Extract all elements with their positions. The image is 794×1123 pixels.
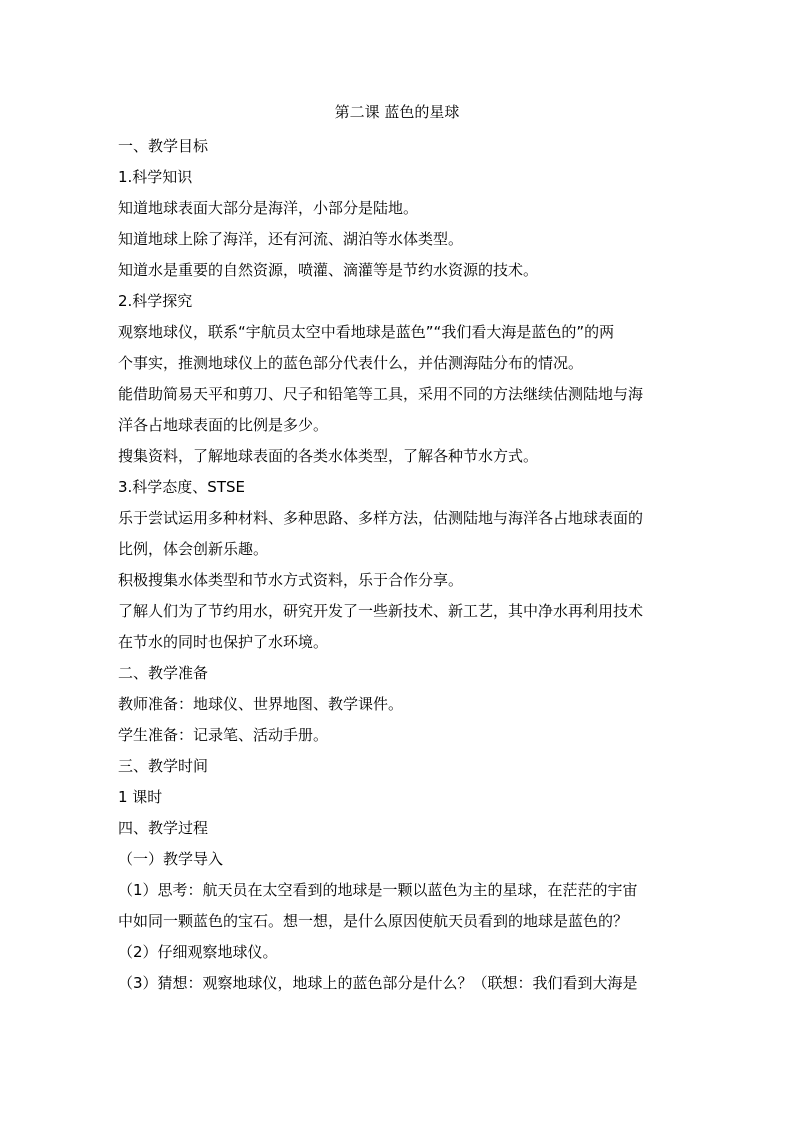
paragraph-line: 洋各占地球表面的比例是多少。	[118, 416, 329, 434]
section-heading-process: 四、教学过程	[118, 819, 209, 837]
paragraph-line: 个事实，推测地球仪上的蓝色部分代表什么，并估测海陆分布的情况。	[118, 354, 584, 372]
paragraph-line: 知道地球上除了海洋，还有河流、湖泊等水体类型。	[118, 230, 464, 248]
paragraph-line: （1）思考：航天员在太空看到的地球是一颗以蓝色为主的星球，在茫茫的宇宙	[118, 881, 638, 899]
section-heading-preparation: 二、教学准备	[118, 664, 209, 682]
subheading-introduction: （一）教学导入	[118, 850, 224, 868]
paragraph-line: （3）猜想：观察地球仪，地球上的蓝色部分是什么？（联想：我们看到大海是	[118, 974, 638, 992]
document-body	[118, 131, 678, 999]
subheading-inquiry: 2.科学探究	[118, 292, 193, 310]
paragraph-line: （2）仔细观察地球仪。	[118, 943, 278, 961]
section-heading-objectives: 一、教学目标	[118, 137, 209, 155]
paragraph-line: 乐于尝试运用多种材料、多种思路、多样方法，估测陆地与海洋各占地球表面的	[118, 509, 644, 527]
paragraph-line: 中如同一颗蓝色的宝石。想一想，是什么原因使航天员看到的地球是蓝色的？	[118, 912, 629, 930]
paragraph-line: 观察地球仪，联系“宇航员太空中看地球是蓝色”“我们看大海是蓝色的”的两	[118, 323, 615, 341]
paragraph-line: 知道地球表面大部分是海洋，小部分是陆地。	[118, 199, 419, 217]
paragraph-line: 知道水是重要的自然资源，喷灌、滴灌等是节约水资源的技术。	[118, 261, 539, 279]
paragraph-line: 能借助简易天平和剪刀、尺子和铅笔等工具，采用不同的方法继续估测陆地与海	[118, 385, 644, 403]
page-title: 第二课 蓝色的星球	[334, 103, 460, 121]
subheading-knowledge: 1.科学知识	[118, 168, 193, 186]
paragraph-line: 1 课时	[118, 788, 163, 806]
paragraph-line: 搜集资料，了解地球表面的各类水体类型，了解各种节水方式。	[118, 447, 539, 465]
paragraph-line: 在节水的同时也保护了水环境。	[118, 633, 329, 651]
subheading-attitude: 3.科学态度、STSE	[118, 478, 245, 496]
paragraph-line: 教师准备：地球仪、世界地图、教学课件。	[118, 695, 404, 713]
paragraph-line: 积极搜集水体类型和节水方式资料，乐于合作分享。	[118, 571, 464, 589]
section-heading-time: 三、教学时间	[118, 757, 209, 775]
paragraph-line: 比例，体会创新乐趣。	[118, 540, 269, 558]
paragraph-line: 学生准备：记录笔、活动手册。	[118, 726, 329, 744]
paragraph-line: 了解人们为了节约用水，研究开发了一些新技术、新工艺，其中净水再利用技术	[118, 602, 644, 620]
